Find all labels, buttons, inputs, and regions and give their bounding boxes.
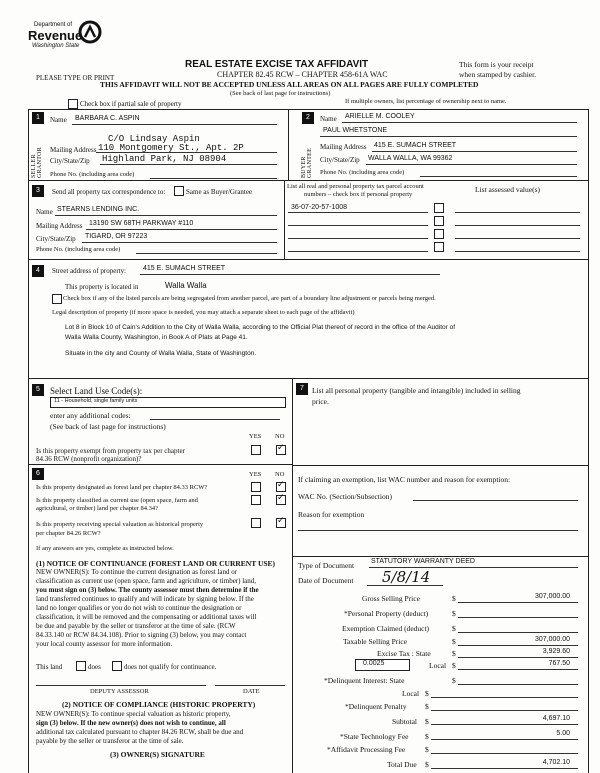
street-address: 415 E. SUMACH STREET: [143, 265, 226, 272]
exempt-no-checkbox[interactable]: [276, 445, 286, 455]
seller-phone-label: Phone No. (including area code): [50, 171, 135, 178]
buyer-city: WALLA WALLA, WA 99362: [368, 155, 453, 162]
notice1-line8: 84.33.140 or RCW 84.34.108). Prior to signing (3) below, you may contact: [36, 631, 247, 639]
forest-no-checkbox[interactable]: [276, 482, 286, 492]
wac-label: WAC No. (Section/Subsection): [298, 492, 392, 501]
total-due-value: 4,702.10: [542, 759, 570, 766]
legal-line2: Walla Walla County, Washington, in Book A of Plats at Page 41.: [65, 334, 248, 341]
seller-mailing-label: Mailing Address: [50, 146, 97, 154]
gross-label: Gross Selling Price: [362, 594, 420, 603]
correspondence-city-label: City/State/Zip: [36, 235, 76, 243]
signature-title: (3) OWNER(S) SIGNATURE: [110, 750, 205, 759]
buyer-name-label: Name: [320, 115, 337, 123]
please-type: PLEASE TYPE OR PRINT: [36, 74, 115, 82]
assessor-date-label: DATE: [243, 688, 260, 695]
tech-fee-label: *State Technology Fee: [340, 732, 409, 741]
does-qualify-checkbox[interactable]: [76, 661, 86, 671]
section-7-number: 7: [296, 383, 308, 395]
correspondence-city: TIGARD, OR 97223: [85, 233, 148, 240]
taxable-value: 307,000.00: [534, 636, 570, 643]
seller-care-of: C/O Lindsay Aspin: [108, 134, 200, 144]
if-yes-note: If any answers are yes, complete as instructed below.: [36, 545, 174, 552]
taxable-dollar: $: [452, 637, 456, 646]
taxable-label: Taxable Selling Price: [343, 637, 408, 646]
segregated-label: Check box if any of the listed parcels are being segregated from another parcel, are part of a boundary line adjustment or parcels being merged.: [63, 295, 436, 302]
buyer-mailing-label: Mailing Address: [320, 143, 367, 151]
delinquent-interest-label: *Delinquent Interest: State: [324, 676, 405, 685]
forest-question: Is this property designated as forest land per chapter 84.33 RCW?: [36, 484, 208, 491]
parcels-header-line1: List all real and personal property tax parcel account: [287, 183, 424, 190]
exempt-question-line1: Is this property exempt from property tax per chapter: [36, 447, 185, 455]
same-as-buyer-label: Same as Buyer/Grantee: [186, 188, 253, 196]
notice1-line6: classification, it will be removed and the compensating or additional taxes will: [36, 613, 257, 621]
seller-name: BARBARA C. ASPIN: [75, 115, 140, 122]
correspondence-mailing: 13190 SW 68TH PARKWAY #110: [89, 220, 194, 227]
historic-question-line2: per chapter 84.26 RCW?: [36, 530, 101, 537]
notice1-title: (1) NOTICE OF CONTINUANCE (FOREST LAND OR CURRENT USE): [36, 559, 276, 568]
section-4-number: 4: [32, 265, 44, 277]
receipt-line2: when stamped by cashier.: [459, 70, 537, 79]
section6-no: NO: [275, 471, 285, 478]
total-due-dollar: $: [425, 760, 429, 769]
personal-property-label-line2: price.: [312, 397, 329, 406]
current-use-question-line2: agricultural, or timber) land per chapter 84.34?: [36, 505, 159, 512]
multiple-owners-note: If multiple owners, list percentage of ownership next to name.: [345, 98, 507, 105]
seller-name-label: Name: [50, 116, 67, 124]
see-back-header: (See back of last page for instructions): [230, 90, 331, 97]
delinquent-penalty-label: *Delinquent Penalty: [345, 702, 407, 711]
processing-fee-dollar: $: [425, 745, 429, 754]
additional-codes-label: enter any additional codes:: [50, 411, 131, 420]
notice1-line4: land transferred continues to qualify and will indicate by signing below. If the: [36, 595, 254, 603]
exemption-label: If claiming an exemption, list WAC number and reason for exemption:: [298, 475, 511, 484]
buyer-phone-label: Phone No. (including area code): [320, 169, 405, 176]
buyer-mailing: 415 E. SUMACH STREET: [374, 142, 457, 149]
tech-fee-dollar: $: [425, 732, 429, 741]
legal-line3: Situate in the city and County of Walla Walla, State of Washington.: [65, 350, 257, 357]
subtotal-label: Subtotal: [392, 717, 418, 726]
form-chapter: CHAPTER 82.45 RCW – CHAPTER 458-61A WAC: [217, 70, 388, 79]
notice1-line2: classification as current use (open space, farm and agriculture, or timber) land,: [36, 577, 257, 585]
section-5-number: 5: [32, 384, 44, 396]
logo-line1: Department of: [34, 22, 73, 28]
exemption-deduct-label: Exemption Claimed (deduct): [342, 624, 430, 633]
gross-value: 307,000.00: [534, 593, 570, 600]
parcel-1-personal-checkbox[interactable]: [434, 203, 444, 213]
does-label: does: [88, 663, 101, 671]
parcel-2-personal-checkbox[interactable]: [434, 216, 444, 226]
section-2-number: 2: [302, 112, 314, 124]
parcel-3-personal-checkbox[interactable]: [434, 229, 444, 239]
parcel-4-personal-checkbox[interactable]: [434, 242, 444, 252]
street-address-label: Street address of property:: [52, 267, 127, 275]
buyer-city-label: City/State/Zip: [320, 156, 360, 164]
subtotal-dollar: $: [425, 717, 429, 726]
reason-label: Reason for exemption: [298, 510, 365, 519]
notice1-line1: NEW OWNER(S): To continue the current designation as forest land or: [36, 568, 238, 576]
notice1-line5: land no longer qualifies or you do not wish to continue the designation or: [36, 604, 242, 612]
section5-yes: YES: [249, 433, 262, 440]
correspondence-send-label: Send all property tax correspondence to:: [52, 188, 166, 196]
receipt-line1: This form is your receipt: [459, 60, 534, 69]
logo-line2: Revenue: [28, 28, 83, 43]
segregated-checkbox[interactable]: [52, 294, 62, 304]
assessed-values-label: List assessed value(s): [475, 185, 540, 194]
correspondence-name-label: Name: [36, 208, 53, 216]
delinquent-local-dollar: $: [425, 689, 429, 698]
notice2-line1: NEW OWNER(S): To continue special valuation as historic property,: [36, 710, 231, 718]
total-due-label: Total Due: [387, 760, 417, 769]
seller-mailing: 110 Montgomery St., Apt. 2P: [98, 143, 244, 153]
land-use-code: 11 - Household, single family units: [54, 398, 138, 404]
section6-yes: YES: [249, 471, 262, 478]
land-use-select-label: Select Land Use Code(s):: [50, 386, 143, 396]
form-warning: THIS AFFIDAVIT WILL NOT BE ACCEPTED UNLESS ALL AREAS ON ALL PAGES ARE FULLY COMPLETED: [100, 80, 479, 89]
state-tax-label: Excise Tax : State: [377, 649, 431, 658]
doc-date: 5/8/14: [382, 568, 431, 586]
section-1-number: 1: [32, 112, 44, 124]
same-as-buyer-checkbox[interactable]: [174, 186, 184, 196]
land-use-code-select[interactable]: [50, 397, 286, 408]
processing-fee-label: *Affidavit Processing Fee: [327, 745, 406, 754]
delinquent-local-label: Local: [402, 689, 420, 698]
section-6-number: 6: [32, 468, 44, 480]
forest-yes-checkbox[interactable]: [251, 482, 261, 492]
notice1-line9: your local county assessor for more information.: [36, 640, 173, 648]
parcel-number-1: 36-07-20-57-1008: [291, 204, 348, 211]
historic-question-line1: Is this property receiving special valuation as historical property: [36, 521, 204, 528]
local-tax-value: 767.50: [548, 660, 570, 667]
personal-deduct-label: *Personal Property (deduct): [344, 609, 429, 618]
current-use-question-line1: Is this property classified as current use (open space, farm and: [36, 497, 198, 504]
personal-dollar: $: [452, 609, 456, 618]
local-rate-field[interactable]: [355, 659, 410, 671]
notice1-line3: you must sign on (3) below. The county assessor must then determine if the: [36, 586, 259, 594]
historic-no-checkbox[interactable]: [276, 518, 286, 528]
section5-no: NO: [275, 433, 285, 440]
local-tax-label: Local: [429, 661, 447, 670]
local-tax-dollar: $: [452, 661, 456, 670]
state-tax-dollar: $: [452, 649, 456, 658]
subtotal-value: 4,697.10: [542, 715, 570, 722]
exemption-dollar: $: [452, 624, 456, 633]
this-land-label: This land: [36, 663, 63, 671]
current-use-yes-checkbox[interactable]: [251, 495, 261, 505]
doc-type: STATUTORY WARRANTY DEED: [371, 558, 475, 565]
does-not-qualify-checkbox[interactable]: [112, 661, 122, 671]
seller-side-label: SELLER GRANTOR: [31, 147, 43, 178]
exempt-yes-checkbox[interactable]: [251, 445, 261, 455]
notice2-line2: sign (3) below. If the new owner(s) does not wish to continue, all: [36, 719, 226, 727]
partial-sale-label: Check box if partial sale of property: [80, 100, 182, 108]
tech-fee-value: 5.00: [556, 730, 570, 737]
gross-dollar: $: [452, 594, 456, 603]
notice2-line3: additional tax calculated pursuant to chapter 84.26 RCW, shall be due and: [36, 728, 244, 736]
buyer-name1: ARIELLE M. COOLEY: [345, 113, 415, 120]
parcels-header-line2: numbers – check box if personal property: [304, 191, 413, 198]
section-3-number: 3: [32, 185, 44, 197]
revenue-logo-icon: [78, 20, 102, 44]
located-in-label: This property is located in: [65, 283, 139, 291]
local-rate: 0.0025: [363, 660, 385, 667]
buyer-side-label: BUYER GRANTEE: [301, 147, 313, 178]
legal-line1: Lot 8 in Block 10 of Cain's Addition to the City of Walla Walla, according to the Official Plat thereof of record in the office of the Auditor of: [65, 324, 456, 331]
personal-property-label-line1: List all personal property (tangible and intangible) included in selling: [312, 386, 521, 395]
deputy-assessor-label: DEPUTY ASSESSOR: [90, 688, 149, 695]
delinquent-interest-dollar: $: [452, 676, 456, 685]
form-title: REAL ESTATE EXCISE TAX AFFIDAVIT: [185, 59, 369, 70]
state-tax-value: 3,929.60: [542, 648, 570, 655]
seller-city: Highland Park, NJ 08904: [102, 154, 227, 164]
does-not-label: does not qualify for continuance.: [124, 663, 217, 671]
see-back-section5: (See back of last page for instructions): [50, 422, 166, 431]
partial-sale-checkbox[interactable]: [68, 99, 78, 109]
doc-type-label: Type of Document: [298, 561, 355, 570]
delinquent-penalty-dollar: $: [425, 702, 429, 711]
correspondence-name: STEARNS LENDING INC.: [57, 206, 140, 213]
located-in: Walla Walla: [165, 281, 207, 290]
logo-line3: Washington State: [32, 43, 80, 49]
historic-yes-checkbox[interactable]: [251, 518, 261, 528]
doc-date-label: Date of Document: [298, 576, 354, 585]
notice1-line7: be due and payable by the seller or transferor at the time of sale. (RCW: [36, 622, 236, 630]
seller-city-label: City/State/Zip: [50, 157, 90, 165]
correspondence-mailing-label: Mailing Address: [36, 222, 83, 230]
notice2-line4: payable by the seller or transferor at the time of sale.: [36, 737, 184, 745]
correspondence-phone-label: Phone No. (including area code): [36, 246, 121, 253]
exempt-question-line2: 84.36 RCW (nonprofit organization)?: [36, 455, 142, 463]
buyer-name2: PAUL WHETSTONE: [323, 127, 388, 134]
legal-description-label: Legal description of property (if more space is needed, you may attach a separate sheet to each page of the affidavit): [52, 309, 355, 316]
current-use-no-checkbox[interactable]: [276, 495, 286, 505]
notice2-title: (2) NOTICE OF COMPLIANCE (HISTORIC PROPERTY): [62, 700, 256, 709]
